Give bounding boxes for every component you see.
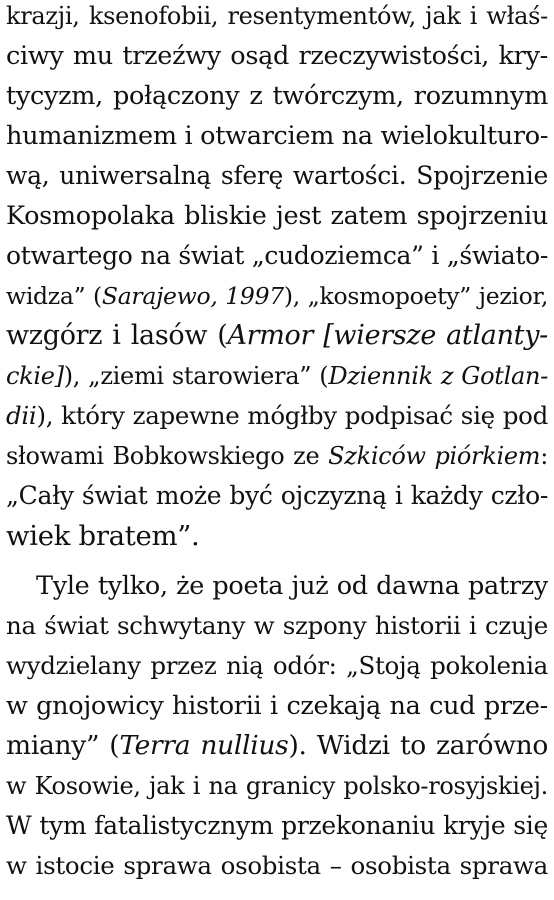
italic-title: Sarajewo, 1997 — [101, 282, 284, 310]
text-segment: wzgórz i lasów ( — [6, 320, 228, 351]
text-segment: miany” ( — [6, 730, 120, 761]
text-line — [6, 316, 548, 356]
text-segment: : — [540, 442, 548, 470]
italic-title: Terra nullius — [119, 730, 289, 761]
text-segment: ), „ziemi starowiera” ( — [63, 362, 329, 390]
text-line — [6, 606, 548, 646]
italic-title: Szkiców piórkiem — [328, 442, 541, 470]
text-segment: wydzielany przez nią odór: „Stoją pokolenia — [6, 651, 548, 680]
text-segment: ), „kosmopoety” jezior, — [283, 282, 548, 310]
text-line — [6, 116, 548, 156]
text-line — [6, 156, 548, 196]
text-line — [6, 36, 548, 76]
text-line — [6, 476, 548, 516]
text-segment: na świat schwytany w szpony historii i czuje — [6, 611, 548, 640]
text-segment: „Cały świat może być ojczyzną i każdy czło- — [6, 481, 548, 510]
text-segment: ), który zapewne mógłby podpisać się pod — [36, 401, 548, 430]
text-segment: W tym fatalistycznym przekonaniu kryje się — [6, 811, 548, 840]
text-segment: ciwy mu trzeźwy osąd rzeczywistości, kry- — [6, 41, 548, 71]
text-segment: wą, uniwersalną sferę wartości. Spojrzenie — [6, 161, 548, 190]
text-line — [6, 436, 548, 476]
italic-title: ckie] — [6, 362, 64, 390]
text-line — [6, 276, 548, 316]
text-segment: tycyzm, połączony z twórczym, rozumnym — [6, 81, 548, 111]
italic-title: dii — [6, 401, 37, 430]
text-line — [6, 726, 548, 766]
italic-title: Armor [wiersze atlanty- — [227, 320, 548, 351]
text-segment: w Kosowie, jak i na granicy polsko-rosyjskiej. — [6, 772, 548, 800]
text-segment: otwartego na świat „cudoziemca” i „świato- — [6, 241, 548, 270]
text-line — [6, 766, 548, 806]
text-segment: w istocie sprawa osobista – osobista sprawa — [6, 851, 548, 880]
text-line — [6, 846, 548, 886]
text-line — [6, 356, 548, 396]
text-segment: Kosmopolaka bliskie jest zatem spojrzeniu — [6, 201, 548, 231]
text-segment: widza” ( — [6, 282, 102, 310]
text-segment: humanizmem i otwarciem na wielokulturo- — [6, 121, 548, 151]
text-line — [6, 806, 548, 846]
text-line-last — [6, 516, 199, 556]
text-line — [6, 236, 548, 276]
text-line — [6, 76, 548, 116]
text-line — [6, 646, 548, 686]
text-line — [6, 196, 548, 236]
text-segment: ). Widzi to zarówno — [288, 730, 548, 761]
text-line — [6, 0, 548, 36]
text-segment: słowami Bobkowskiego ze — [6, 442, 329, 470]
text-segment: Tyle tylko, że poeta już od dawna patrzy — [36, 571, 548, 601]
book-page — [6, 0, 548, 900]
text-line — [6, 686, 548, 726]
paragraph-first-line — [36, 566, 548, 606]
text-segment: wiek bratem”. — [6, 520, 200, 552]
text-segment: krazji, ksenofobii, resentymentów, jak i właś- — [6, 2, 548, 30]
text-segment: w gnojowicy historii i czekają na cud prze- — [6, 691, 548, 721]
text-line — [6, 396, 548, 436]
italic-title: Dziennik z Gotlan- — [328, 362, 548, 390]
